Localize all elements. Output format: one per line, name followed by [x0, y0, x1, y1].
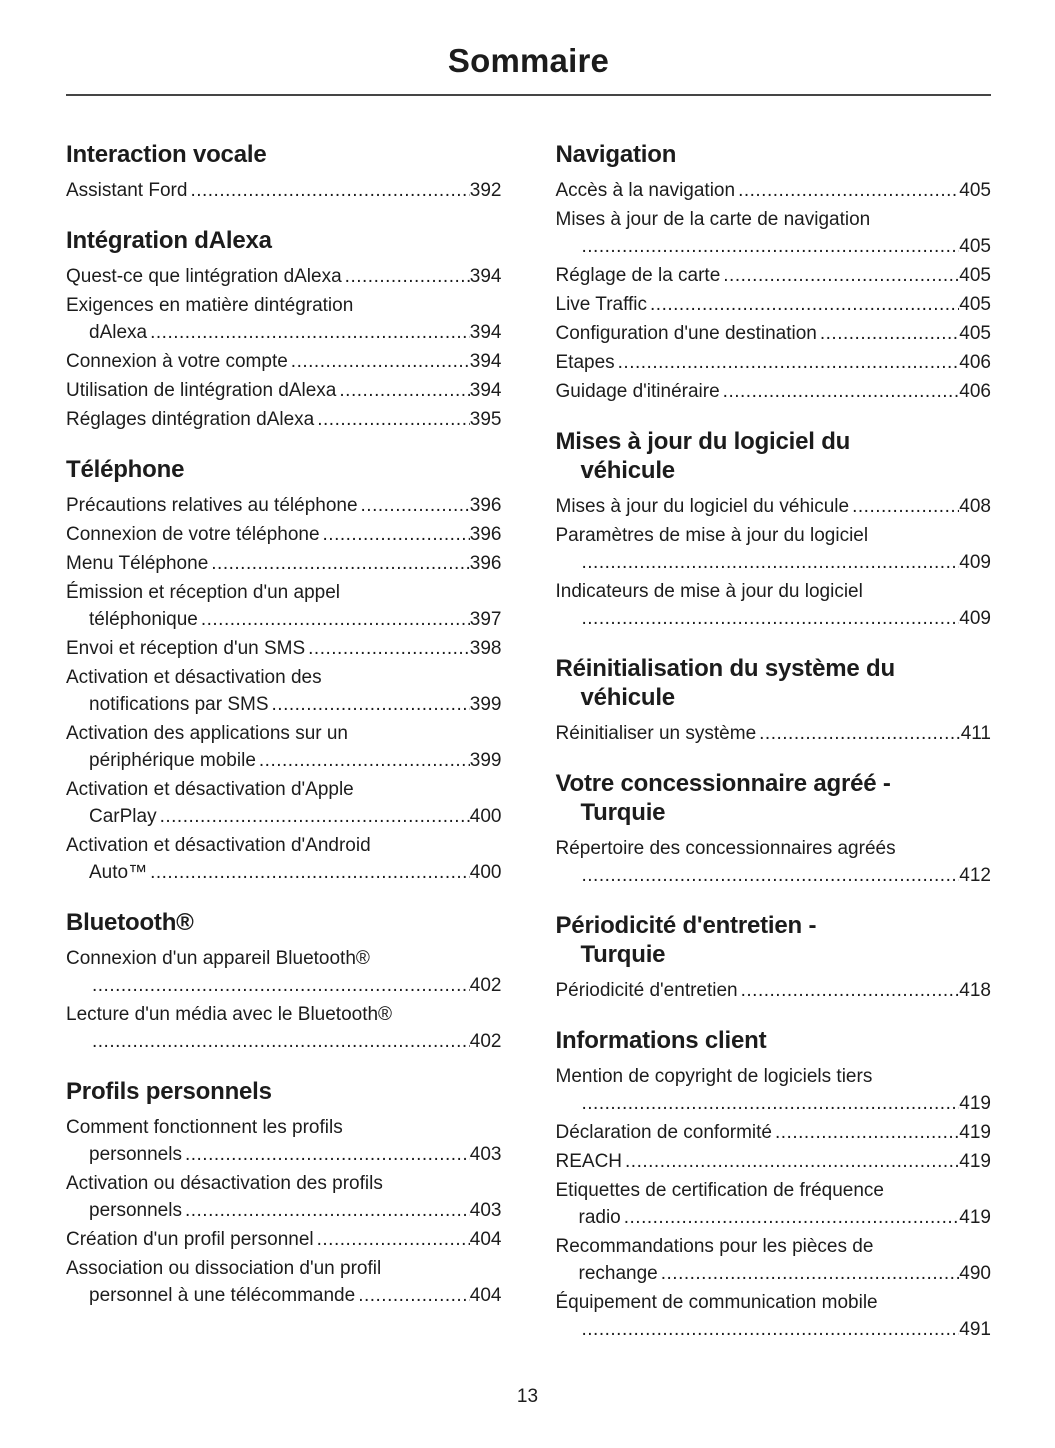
toc-entry-line: Connexion d'un appareil Bluetooth®: [66, 948, 370, 969]
toc-entry-line: [66, 1282, 502, 1309]
entry-text: téléphonique: [89, 609, 198, 630]
dot-leader: [625, 1148, 959, 1175]
toc-entry-line: [556, 378, 992, 405]
toc-entry: [556, 262, 992, 289]
entry-page-number: 405: [959, 323, 991, 344]
toc-entry: [66, 635, 502, 662]
entry-text: radio: [578, 1207, 621, 1228]
toc-entry-line: [66, 492, 502, 519]
entry-text: Précautions relatives au téléphone: [66, 495, 358, 516]
toc-section: [556, 911, 992, 1004]
toc-entry-line: Association ou dissociation d'un profil: [66, 1258, 382, 1279]
dot-leader: [361, 492, 470, 519]
entry-text: Envoi et réception d'un SMS: [66, 638, 306, 659]
toc-entry: [66, 263, 502, 290]
toc-entry-line: [556, 262, 992, 289]
toc-entry-line: [66, 550, 502, 577]
entry-text: personnels: [89, 1200, 182, 1221]
section-title: [66, 455, 502, 484]
section-title: [556, 654, 992, 712]
dot-leader: [738, 177, 959, 204]
toc-entry-line: Comment fonctionnent les profils: [66, 1117, 343, 1138]
toc-entry-line: [66, 1226, 502, 1253]
dot-leader: [185, 1141, 470, 1168]
section-title-line: Turquie: [580, 799, 666, 826]
toc-entry: [556, 1233, 992, 1287]
entry-page-number: 397: [469, 609, 502, 630]
toc-entry-line: [66, 691, 502, 718]
toc-entry: [556, 1119, 992, 1146]
entry-text: Utilisation de lintégration dAlexa: [66, 380, 337, 401]
section-title-line: Informations client: [555, 1027, 767, 1054]
entry-text: périphérique mobile: [89, 750, 256, 771]
toc-entry-line: [556, 720, 992, 747]
toc-entry-line: [66, 972, 502, 999]
entry-text: Réinitialiser un système: [555, 723, 757, 744]
toc-entry-line: Paramètres de mise à jour du logiciel: [555, 525, 869, 546]
entry-text: Etapes: [555, 352, 615, 373]
entry-text: Périodicité d'entretien: [555, 980, 738, 1001]
dot-leader: [741, 977, 960, 1004]
entry-page-number: 404: [469, 1229, 502, 1250]
dot-leader: [582, 549, 960, 576]
toc-entry: [66, 579, 502, 633]
entry-page-number: 409: [959, 608, 991, 629]
entry-page-number: 394: [469, 322, 502, 343]
section-title: [66, 140, 502, 169]
toc-entry-line: [66, 377, 502, 404]
toc-entry: [66, 377, 502, 404]
entry-page-number: 419: [959, 1093, 991, 1114]
dot-leader: [272, 691, 470, 718]
toc-entry-line: Répertoire des concessionnaires agréés: [555, 838, 896, 859]
entry-page-number: 419: [959, 1207, 991, 1228]
toc-entry-line: [556, 291, 992, 318]
toc-entry-line: [66, 803, 502, 830]
dot-leader: [582, 1090, 960, 1117]
toc-entry-line: Activation des applications sur un: [66, 723, 348, 744]
section-title: [66, 226, 502, 255]
dot-leader: [661, 1260, 960, 1287]
toc-section: [556, 140, 992, 405]
toc-entry-line: [556, 862, 992, 889]
entry-page-number: 404: [469, 1285, 502, 1306]
toc-section: [66, 908, 502, 1055]
entry-page-number: 403: [469, 1200, 502, 1221]
toc-entry-line: [556, 1316, 992, 1343]
entry-page-number: 405: [959, 236, 991, 257]
dot-leader: [160, 803, 470, 830]
entry-page-number: 418: [959, 980, 991, 1001]
entry-page-number: 405: [959, 265, 991, 286]
entry-page-number: 419: [959, 1151, 991, 1172]
toc-entry-line: Indicateurs de mise à jour du logiciel: [555, 581, 863, 602]
entry-text: Création d'un profil personnel: [66, 1229, 314, 1250]
entry-page-number: 491: [959, 1319, 991, 1340]
toc-entry: [66, 348, 502, 375]
entry-text: Auto™: [89, 862, 148, 883]
dot-leader: [291, 348, 470, 375]
toc-entry-line: Activation et désactivation d'Android: [66, 835, 371, 856]
entry-page-number: 399: [469, 750, 502, 771]
entry-text: personnel à une télécommande: [89, 1285, 356, 1306]
toc-section: [556, 769, 992, 889]
toc-entry: [556, 177, 992, 204]
dot-leader: [185, 1197, 470, 1224]
section-title: [556, 140, 992, 169]
toc-entry: [66, 406, 502, 433]
toc-entry: [66, 720, 502, 774]
toc-entry: [66, 1114, 502, 1168]
entry-text: Menu Téléphone: [66, 553, 209, 574]
toc-entry-line: [556, 1090, 992, 1117]
toc-entry-line: Émission et réception d'un appel: [66, 582, 341, 603]
section-title-line: Profils personnels: [66, 1078, 272, 1105]
dot-leader: [852, 493, 959, 520]
entry-page-number: 406: [959, 381, 991, 402]
toc-entry-line: [66, 521, 502, 548]
toc-entry: [556, 493, 992, 520]
dot-leader: [759, 720, 961, 747]
entry-page-number: 396: [469, 495, 502, 516]
entry-page-number: 405: [959, 294, 991, 315]
entry-text: Connexion de votre téléphone: [66, 524, 320, 545]
toc-entry: [66, 550, 502, 577]
toc-entry: [556, 378, 992, 405]
dot-leader: [150, 319, 470, 346]
dot-leader: [92, 972, 470, 999]
entry-page-number: 392: [469, 180, 502, 201]
toc-column-right: [556, 140, 992, 1365]
dot-leader: [723, 378, 960, 405]
toc-entry-line: [556, 349, 992, 376]
entry-text: personnels: [89, 1144, 182, 1165]
toc-entry: [556, 1177, 992, 1231]
dot-leader: [618, 349, 960, 376]
toc-entry-line: Etiquettes de certification de fréquence: [555, 1180, 884, 1201]
entry-page-number: 405: [959, 180, 991, 201]
entry-page-number: 411: [960, 723, 991, 744]
dot-leader: [259, 747, 470, 774]
toc-entry: [556, 291, 992, 318]
toc-entry: [556, 349, 992, 376]
toc-entry: [66, 664, 502, 718]
toc-column-left: [66, 140, 502, 1365]
dot-leader: [211, 550, 470, 577]
toc-entry: [66, 1226, 502, 1253]
toc-entry: [556, 206, 992, 260]
entry-page-number: 394: [469, 351, 502, 372]
toc-entry-line: Exigences en matière dintégration: [66, 295, 354, 316]
dot-leader: [582, 862, 960, 889]
entry-page-number: 412: [959, 865, 991, 886]
toc-entry-line: [556, 549, 992, 576]
entry-page-number: 394: [469, 266, 502, 287]
toc-entry-line: [66, 177, 502, 204]
entry-text: rechange: [578, 1263, 658, 1284]
toc-section: [66, 140, 502, 204]
section-title-line: Bluetooth®: [66, 909, 194, 936]
section-title-line: Intégration dAlexa: [66, 227, 272, 254]
toc-entry-line: [66, 1028, 502, 1055]
dot-leader: [358, 1282, 470, 1309]
section-title: [556, 427, 992, 485]
page-number: 13: [516, 1386, 539, 1407]
toc-entry: [66, 177, 502, 204]
toc-entry-line: [556, 320, 992, 347]
entry-text: CarPlay: [89, 806, 157, 827]
dot-leader: [650, 291, 959, 318]
entry-page-number: 408: [959, 496, 991, 517]
toc-section: [66, 1077, 502, 1309]
toc-entry: [556, 320, 992, 347]
entry-text: Déclaration de conformité: [555, 1122, 772, 1143]
toc-entry-line: [556, 493, 992, 520]
entry-text: Quest-ce que lintégration dAlexa: [66, 266, 342, 287]
entry-text: Connexion à votre compte: [66, 351, 288, 372]
toc-section: [66, 226, 502, 433]
dot-leader: [150, 859, 470, 886]
section-title: [556, 911, 992, 969]
dot-leader: [308, 635, 470, 662]
toc-entry-line: [66, 348, 502, 375]
toc-entry-line: [66, 859, 502, 886]
entry-page-number: 490: [959, 1263, 991, 1284]
toc-entry: [66, 1001, 502, 1055]
dot-leader: [582, 1316, 960, 1343]
entry-page-number: 403: [469, 1144, 502, 1165]
section-title: [66, 908, 502, 937]
section-title: [556, 1026, 992, 1055]
section-title: [66, 1077, 502, 1106]
section-title: [556, 769, 992, 827]
toc-section: [556, 654, 992, 747]
toc-entry: [556, 578, 992, 632]
section-title-line: Réinitialisation du système du: [555, 655, 895, 682]
toc-entry: [556, 977, 992, 1004]
toc-columns: [66, 140, 991, 1365]
toc-entry: [556, 720, 992, 747]
toc-entry-line: [556, 233, 992, 260]
toc-entry-line: Équipement de communication mobile: [555, 1292, 878, 1313]
toc-section: [66, 455, 502, 886]
toc-entry-line: [556, 1148, 992, 1175]
dot-leader: [323, 521, 470, 548]
entry-text: Réglage de la carte: [555, 265, 721, 286]
toc-entry: [66, 1170, 502, 1224]
toc-entry: [556, 1148, 992, 1175]
section-title-line: véhicule: [580, 684, 675, 711]
entry-text: Guidage d'itinéraire: [555, 381, 720, 402]
toc-entry-line: [66, 263, 502, 290]
entry-page-number: 402: [469, 1031, 502, 1052]
dot-leader: [582, 605, 960, 632]
section-title-line: Turquie: [580, 941, 666, 968]
toc-entry: [66, 521, 502, 548]
entry-text: Réglages dintégration dAlexa: [66, 409, 315, 430]
entry-text: notifications par SMS: [89, 694, 269, 715]
toc-section: [556, 427, 992, 632]
entry-page-number: 409: [959, 552, 991, 573]
page-title: Sommaire: [447, 42, 610, 79]
toc-entry: [556, 522, 992, 576]
entry-page-number: 400: [469, 806, 502, 827]
toc-entry-line: Mises à jour de la carte de navigation: [555, 209, 871, 230]
toc-entry-line: [66, 1197, 502, 1224]
toc-entry-line: [66, 319, 502, 346]
toc-entry-line: Activation ou désactivation des profils: [66, 1173, 383, 1194]
entry-text: Configuration d'une destination: [555, 323, 817, 344]
dot-leader: [190, 177, 469, 204]
toc-entry: [66, 292, 502, 346]
toc-entry-line: [66, 635, 502, 662]
toc-entry-line: Lecture d'un média avec le Bluetooth®: [66, 1004, 393, 1025]
entry-page-number: 396: [469, 524, 502, 545]
toc-entry-line: Activation et désactivation d'Apple: [66, 779, 354, 800]
toc-entry-line: Mention de copyright de logiciels tiers: [555, 1066, 873, 1087]
dot-leader: [775, 1119, 959, 1146]
toc-entry: [556, 1289, 992, 1343]
entry-text: Assistant Ford: [66, 180, 188, 201]
toc-entry-line: [556, 177, 992, 204]
entry-page-number: 400: [469, 862, 502, 883]
entry-page-number: 396: [469, 553, 502, 574]
entry-text: Live Traffic: [555, 294, 648, 315]
section-title-line: véhicule: [580, 457, 675, 484]
dot-leader: [339, 377, 469, 404]
toc-entry: [556, 835, 992, 889]
entry-text: REACH: [555, 1151, 623, 1172]
section-title-line: Navigation: [555, 141, 677, 168]
toc-entry-line: [556, 977, 992, 1004]
entry-text: Mises à jour du logiciel du véhicule: [555, 496, 850, 517]
dot-leader: [582, 233, 960, 260]
toc-entry: [66, 776, 502, 830]
toc-entry-line: [556, 605, 992, 632]
dot-leader: [820, 320, 959, 347]
toc-entry-line: [66, 406, 502, 433]
toc-entry-line: Recommandations pour les pièces de: [555, 1236, 874, 1257]
section-title-line: Votre concessionnaire agréé -: [555, 770, 891, 797]
title-divider: [66, 94, 991, 96]
toc-entry-line: [556, 1119, 992, 1146]
entry-page-number: 419: [959, 1122, 991, 1143]
dot-leader: [723, 262, 959, 289]
dot-leader: [317, 406, 470, 433]
toc-entry-line: [556, 1260, 992, 1287]
toc-entry-line: [66, 606, 502, 633]
toc-entry: [66, 492, 502, 519]
entry-page-number: 395: [469, 409, 502, 430]
entry-page-number: 398: [469, 638, 502, 659]
toc-entry: [66, 832, 502, 886]
toc-section: [556, 1026, 992, 1343]
entry-text: dAlexa: [89, 322, 148, 343]
toc-entry-line: [66, 747, 502, 774]
dot-leader: [345, 263, 470, 290]
section-title-line: Interaction vocale: [66, 141, 267, 168]
dot-leader: [92, 1028, 470, 1055]
entry-page-number: 402: [469, 975, 502, 996]
dot-leader: [624, 1204, 960, 1231]
entry-text: Accès à la navigation: [555, 180, 736, 201]
toc-entry-line: [66, 1141, 502, 1168]
toc-entry: [66, 1255, 502, 1309]
toc-entry-line: Activation et désactivation des: [66, 667, 322, 688]
toc-entry-line: [556, 1204, 992, 1231]
section-title-line: Téléphone: [66, 456, 185, 483]
entry-page-number: 399: [469, 694, 502, 715]
dot-leader: [201, 606, 470, 633]
entry-page-number: 394: [469, 380, 502, 401]
section-title-line: Mises à jour du logiciel du: [555, 428, 851, 455]
dot-leader: [317, 1226, 470, 1253]
entry-page-number: 406: [959, 352, 991, 373]
section-title-line: Périodicité d'entretien -: [555, 912, 817, 939]
toc-entry: [66, 945, 502, 999]
toc-entry: [556, 1063, 992, 1117]
